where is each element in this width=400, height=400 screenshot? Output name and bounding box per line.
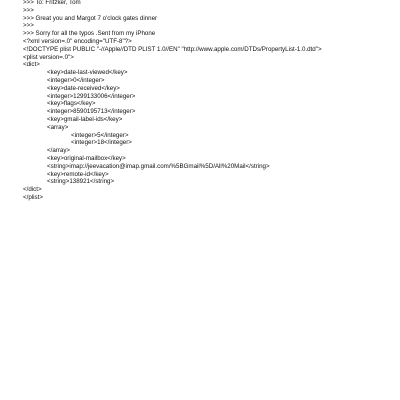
text-line: <key>flags</key> — [47, 100, 96, 108]
text-line: </array> — [47, 147, 71, 155]
text-line: <key>original-mailbox</key> — [47, 154, 126, 162]
text-line: <key>date-last-viewed</key> — [47, 69, 128, 77]
text-line: </plist> — [23, 193, 43, 201]
text-line: <?xml version=.0" encoding="UTF-8"?> — [23, 37, 132, 45]
text-line: >>> — [23, 22, 34, 30]
text-line: <array> — [47, 123, 69, 131]
text-line: >>> Sorry for all the typos .Sent from my iPhone — [23, 30, 156, 38]
text-line: <!DOCTYPE plist PUBLIC "-//Apple//DTD PLIST 1.0//EN" "http://www.apple.com/DTDs/PropertyList-1.0.dtd"> — [23, 45, 322, 53]
text-line: </dict> — [23, 186, 42, 194]
text-line: <integer>5</integer> — [71, 131, 129, 139]
text-line: >>> To: Fritzker, Tom — [23, 0, 81, 6]
text-line: <integer>0</integer> — [47, 76, 105, 84]
text-line: <key>gmail-label-ids</key> — [47, 115, 123, 123]
text-line: <integer>18</integer> — [71, 139, 132, 147]
text-line: <integer>8590195713</integer> — [47, 108, 136, 116]
text-line: >>> Great you and Margot 7 o'clock gates dinner — [23, 14, 158, 22]
text-line: <string>imap://jeevacation@imap.gmail.com/%5BGmail%5D/All%20Mail</string> — [47, 162, 270, 170]
text-line: <plist version=.0"> — [23, 53, 74, 61]
text-line: <key>date-received</key> — [47, 84, 120, 92]
text-line: <key>remote-id</key> — [47, 170, 109, 178]
document-body — [23, 0, 393, 202]
text-line: <string>138921</string> — [47, 178, 115, 186]
text-line: >>> — [23, 6, 34, 14]
text-line: <dict> — [23, 61, 40, 69]
text-line: <integer>1299133006</integer> — [47, 92, 136, 100]
